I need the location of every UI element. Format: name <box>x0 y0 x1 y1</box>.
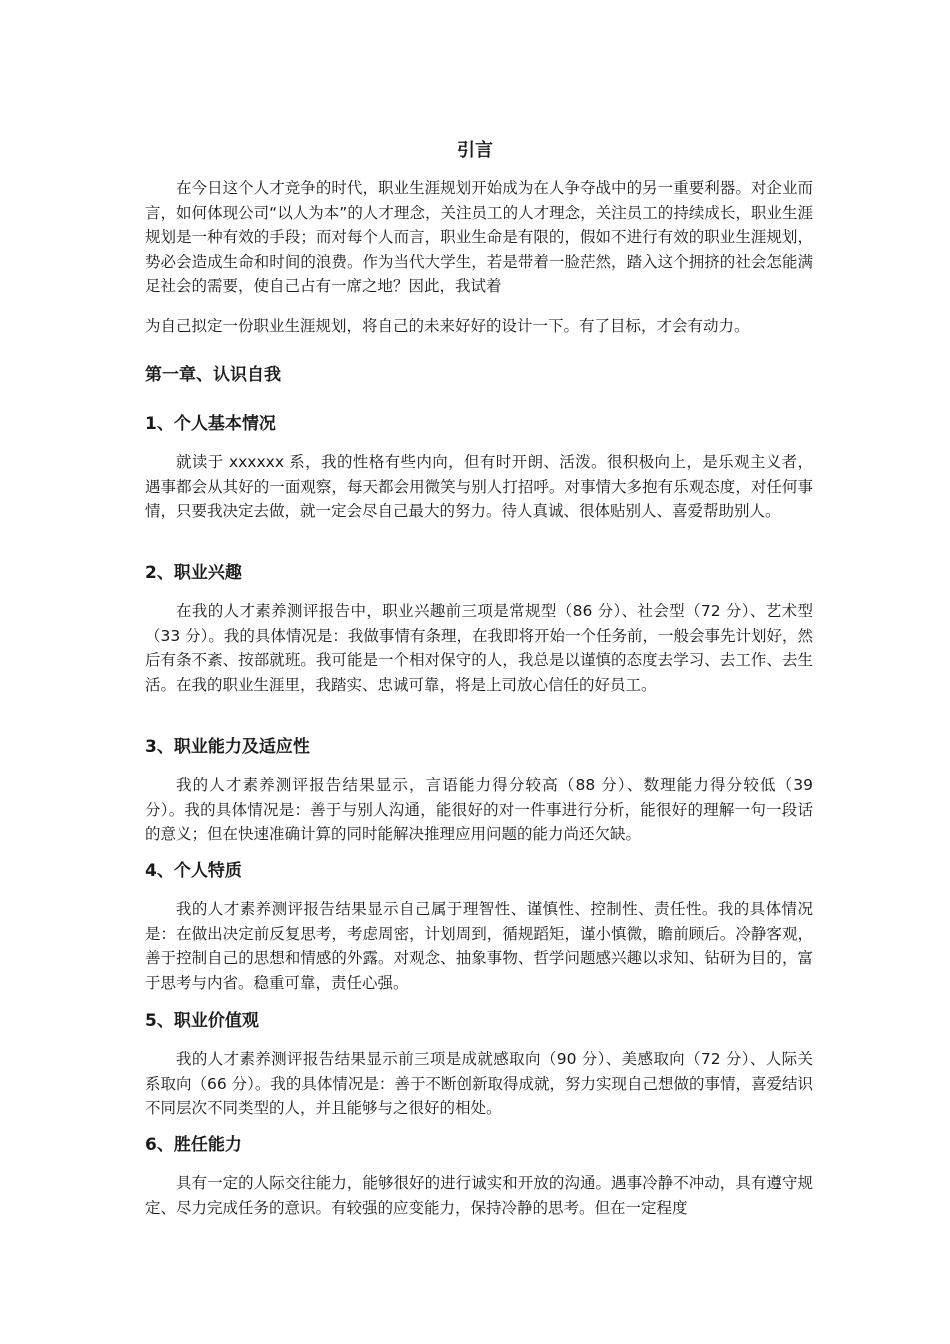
section-heading-6: 6、胜任能力 <box>145 1135 242 1155</box>
intro-paragraph-end: 为自己拟定一份职业生涯规划，将自己的未来好好的设计一下。有了目标，才会有动力。 <box>145 317 750 335</box>
section-text-3: 我的人才素养测评报告结果显示，言语能力得分较高（88 分）、数理能力得分较低（39 分）。我的具体情况是：善于与别人沟通，能很好的对一件事进行分析，能很好的理解一句一段话的意义；但在快速准确计算的同时能解决推理应用问题的能力尚还欠缺。 <box>145 776 813 843</box>
chapter-heading: 第一章、认识自我 <box>145 365 281 385</box>
intro-paragraph: 在今日这个人才竞争的时代，职业生涯规划开始成为在人争夺战中的另一重要利器。对企业而言，如何体现公司“以人为本”的人才理念，关注员工的人才理念，关注员工的持续成长，职业生涯规划是一种有效的手段；而对每个人而言，职业生命是有限的，假如不进行有效的职业生涯规划，势必会造成生命和时间的浪费。作为当代大学生，若是带着一脸茫然，踏入这个拥挤的社会怎能满足社会的需要，使自己占有一席之地？因此，我试着 <box>145 179 813 295</box>
section-text-5: 我的人才素养测评报告结果显示前三项是成就感取向（90 分）、美感取向（72 分）、人际关系取向（66 分）。我的具体情况是：善于不断创新取得成就，努力实现自己想做的事情，喜爱结识不同层次不同类型的人，并且能够与之很好的相处。 <box>145 1050 813 1117</box>
section-text-2: 在我的人才素养测评报告中，职业兴趣前三项是常规型（86 分）、社会型（72 分）、艺术型（33 分）。我的具体情况是：我做事情有条理，在我即将开始一个任务前，一般会事先计划好，然后有条不紊、按部就班。我可能是一个相对保守的人，我总是以谨慎的态度去学习、去工作、去生活。在我的职业生涯里，我踏实、忠诚可靠，将是上司放心信任的好员工。 <box>145 602 813 694</box>
section-heading-1: 1、个人基本情况 <box>145 414 276 434</box>
section-heading-4: 4、个人特质 <box>145 861 242 881</box>
section-heading-5: 5、职业价值观 <box>145 1011 259 1031</box>
section-heading-3: 3、职业能力及适应性 <box>145 737 310 757</box>
section-text-6: 具有一定的人际交往能力，能够很好的进行诚实和开放的沟通。遇事冷静不冲动，具有遵守规定、尽力完成任务的意识。有较强的应变能力，保持冷静的思考。但在一定程度 <box>145 1174 813 1217</box>
section-text-4: 我的人才素养测评报告结果显示自己属于理智性、谨慎性、控制性、责任性。我的具体情况是：在做出决定前反复思考，考虑周密，计划周到，循规蹈矩，谨小慎微，瞻前顾后。冷静客观，善于控制自己的思想和情感的外露。对观念、抽象事物、哲学问题感兴趣以求知、钻研为目的，富于思考与内省。稳重可靠，责任心强。 <box>145 900 813 992</box>
document-title: 引言 <box>457 140 493 161</box>
section-text-1: 就读于 xxxxxx 系，我的性格有些内向，但有时开朗、活泼。很积极向上，是乐观主义者，遇事都会从其好的一面观察，每天都会用微笑与别人打招呼。对事情大多抱有乐观态度，对任何事情，只要我决定去做，就一定会尽自己最大的努力。待人真诚、很体贴别人、喜爱帮助别人。 <box>145 453 813 520</box>
section-heading-2: 2、职业兴趣 <box>145 563 242 583</box>
